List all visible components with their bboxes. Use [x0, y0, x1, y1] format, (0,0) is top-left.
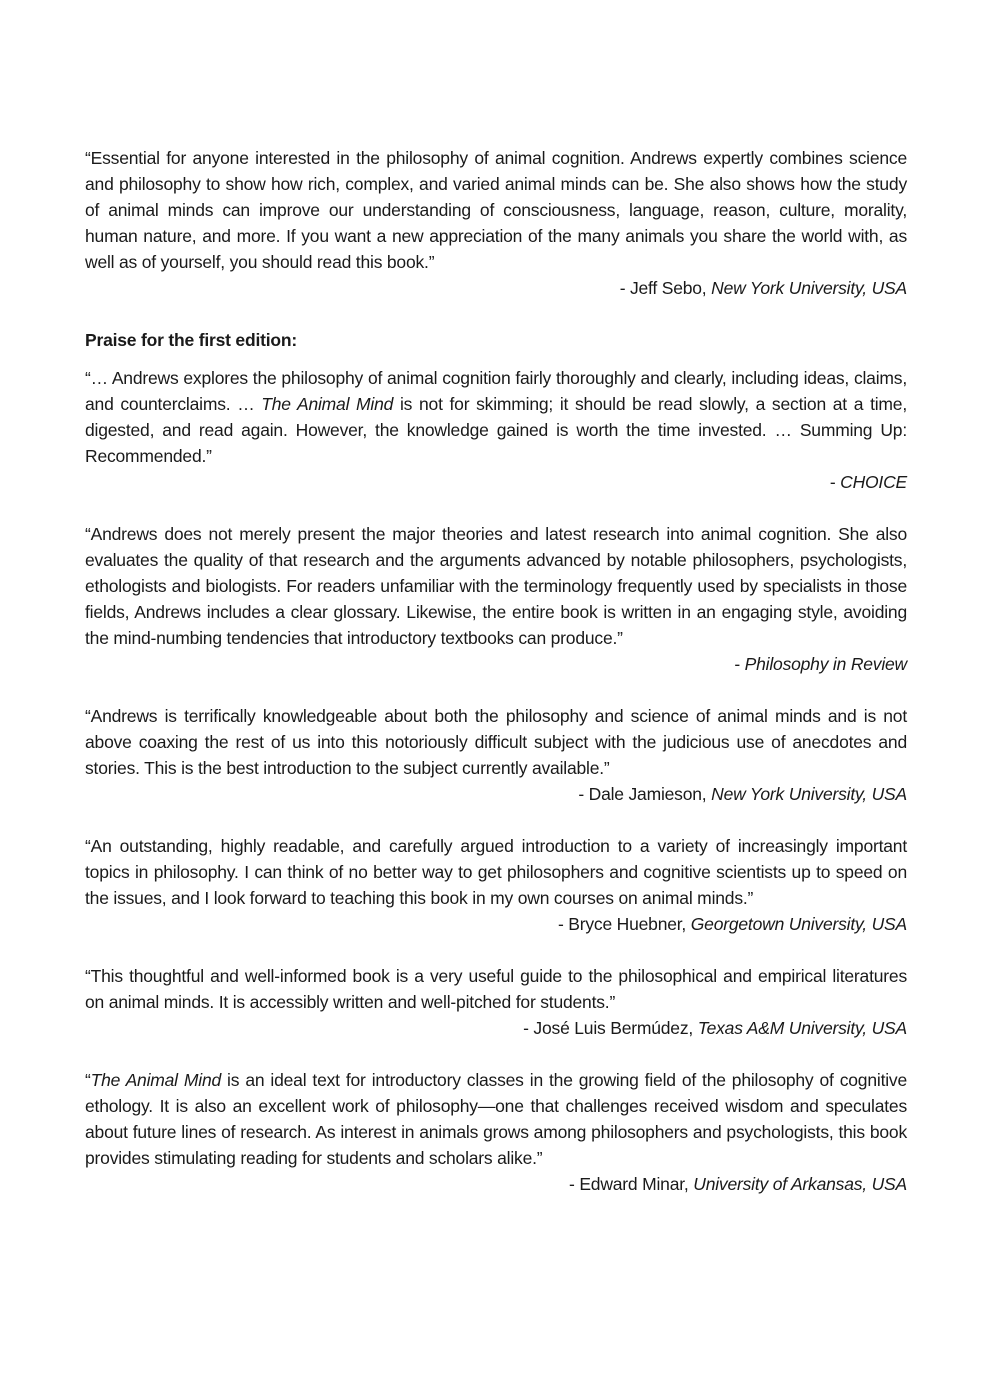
- endorsement-quote: [85, 1067, 907, 1171]
- endorsement-attribution: [85, 275, 907, 301]
- quote-text: is an ideal text for introductory classes in the growing field of the philosophy of cognitive ethology. It is also an excellent work of philosophy—one that challenges received wisdom and speculates about future lines of research. As interest in animals grows among philosophers and psychologists, this book provides stimulating reading for students and scholars alike.”: [85, 1070, 907, 1168]
- endorsement-quote: [85, 521, 907, 651]
- endorsement-attribution: [85, 651, 907, 677]
- author-affiliation: Georgetown University, USA: [690, 914, 907, 934]
- author-name: - Jeff Sebo,: [619, 278, 712, 298]
- quote-text: “: [85, 1070, 91, 1090]
- author-affiliation: CHOICE: [840, 472, 907, 492]
- endorsement: [85, 963, 907, 1041]
- author-name: - José Luis Bermúdez,: [523, 1018, 698, 1038]
- endorsement-attribution: [85, 1015, 907, 1041]
- author-affiliation: University of Arkansas, USA: [693, 1174, 907, 1194]
- book-title: The Animal Mind: [261, 394, 394, 414]
- endorsement: [85, 521, 907, 677]
- intro-endorsement: [85, 145, 907, 301]
- endorsement-quote: [85, 833, 907, 911]
- quote-text: “… Andrews explores the philosophy of animal cognition fairly thoroughly and clearly, including ideas, claims, and counterclaims. …: [85, 368, 907, 414]
- author-affiliation: New York University, USA: [711, 784, 907, 804]
- author-name: - Bryce Huebner,: [557, 914, 691, 934]
- endorsement: [85, 703, 907, 807]
- endorsement-attribution: [85, 781, 907, 807]
- endorsement: [85, 365, 907, 495]
- quote-text: “Andrews is terrifically knowledgeable about both the philosophy and science of animal minds and is not above coaxing the rest of us into this notoriously difficult subject with the judicious use of anecdotes and stories. This is the best introduction to the subject currently available.”: [85, 706, 907, 778]
- endorsement-attribution: [85, 911, 907, 937]
- endorsement-attribution: [85, 1171, 907, 1197]
- author-name: - Dale Jamieson,: [578, 784, 712, 804]
- author-affiliation: New York University, USA: [711, 278, 907, 298]
- book-title: The Animal Mind: [90, 1070, 222, 1090]
- endorsement-quote: [85, 963, 907, 1015]
- praise-page: [85, 145, 907, 1197]
- author-affiliation: Texas A&M University, USA: [697, 1018, 907, 1038]
- endorsement-quote: “Essential for anyone interested in the philosophy of animal cognition. Andrews expertly combines science and philosophy to show how rich, complex, and varied animal minds can be. She also shows how the study of animal minds can improve our understanding of consciousness, language, reason, culture, morality, human nature, and more. If you want a new appreciation of the many animals you share the world with, as well as of yourself, you should read this book.”: [85, 148, 907, 272]
- endorsement: [85, 833, 907, 937]
- section-heading: Praise for the first edition:: [85, 330, 298, 350]
- quote-text: “Andrews does not merely present the major theories and latest research into animal cognition. She also evaluates the quality of that research and the arguments advanced by notable philosophers, psychologists, ethologists and biologists. For readers unfamiliar with the terminology frequently used by specialists in those fields, Andrews includes a clear glossary. Likewise, the entire book is written in an engaging style, avoiding the mind-numbing tendencies that introductory textbooks can produce.”: [85, 524, 907, 648]
- author-name: -: [734, 654, 745, 674]
- endorsement-attribution: [85, 469, 907, 495]
- endorsement-quote: [85, 365, 907, 469]
- quote-text: “An outstanding, highly readable, and carefully argued introduction to a variety of increasingly important topics in philosophy. I can think of no better way to get philosophers and cognitive scientists up to speed on the issues, and I look forward to teaching this book in my own courses on animal minds.”: [85, 836, 907, 908]
- quote-text: “This thoughtful and well-informed book is a very useful guide to the philosophical and empirical literatures on animal minds. It is accessibly written and well-pitched for students.”: [85, 966, 907, 1012]
- author-name: - Edward Minar,: [569, 1174, 694, 1194]
- author-affiliation: Philosophy in Review: [744, 654, 907, 674]
- endorsement: [85, 1067, 907, 1197]
- author-name: -: [829, 472, 841, 492]
- endorsement-quote: [85, 703, 907, 781]
- quote-text: is not for skimming; it should be read slowly, a section at a time, digested, and read again. However, the knowledge gained is worth the time invested. … Summing Up: Recommended.”: [85, 394, 907, 466]
